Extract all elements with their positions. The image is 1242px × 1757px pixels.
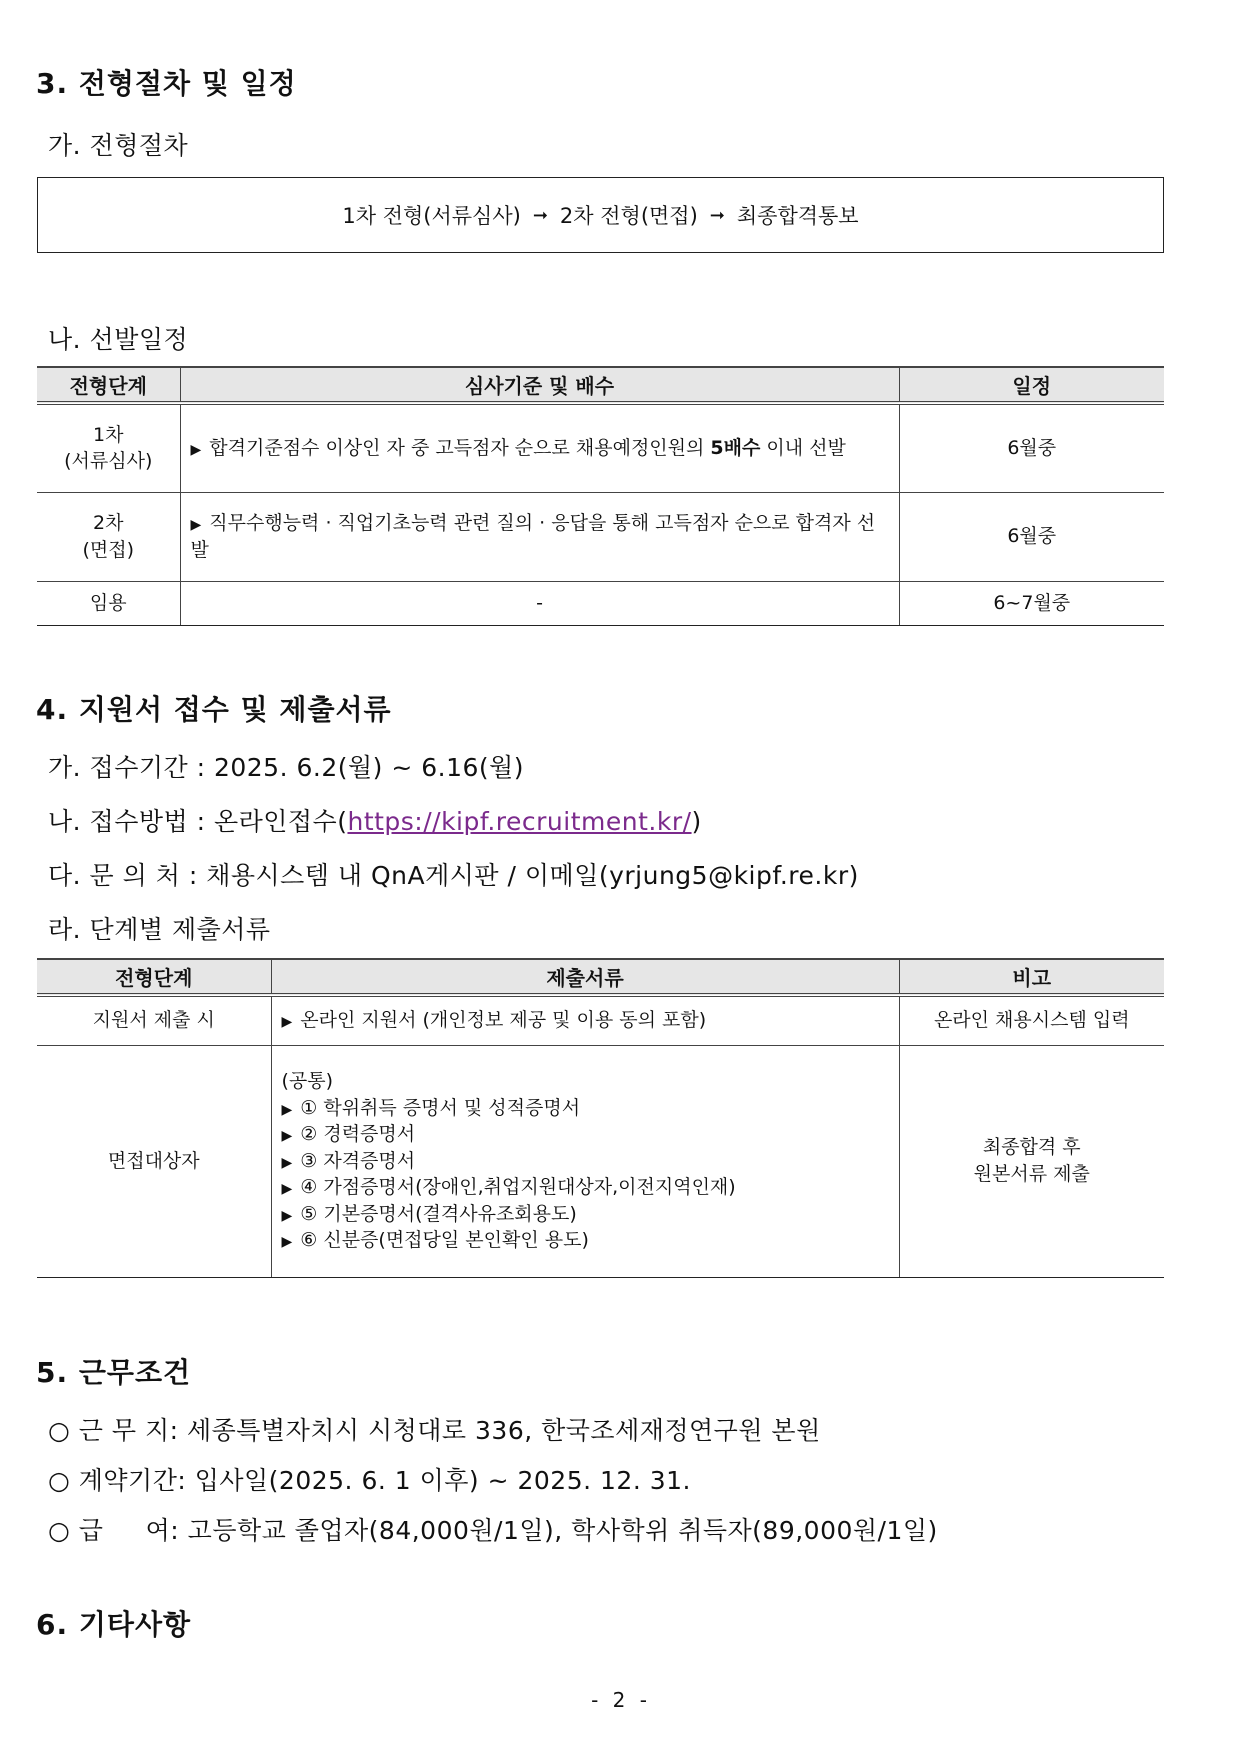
stage-label: 2차 [93, 511, 124, 534]
section-4-title: 4. 지원서 접수 및 제출서류 [36, 693, 392, 726]
list-item [282, 1148, 889, 1175]
date-cell: 6월중 [899, 403, 1164, 492]
table-row [37, 995, 1164, 1045]
stage-sublabel: (서류심사) [64, 450, 153, 473]
header-cell: 전형단계 [37, 959, 271, 995]
document-text: ⑥ 신분증(면접당일 본인확인 용도) [300, 1229, 589, 1252]
section-3-title: 3. 전형절차 및 일정 [36, 67, 297, 100]
note-line: 원본서류 제출 [973, 1163, 1090, 1185]
date-cell: 6월중 [899, 492, 1164, 581]
section-5-title: 5. 근무조건 [36, 1356, 192, 1389]
common-label: (공통) [281, 1069, 334, 1092]
note-cell [899, 1045, 1164, 1277]
list-item [282, 1201, 889, 1228]
table-header-row [37, 959, 1164, 995]
table-row [37, 492, 1164, 581]
subheading-procedure: 가. 전형절차 [48, 131, 189, 160]
subheading-schedule: 나. 선발일정 [48, 325, 189, 354]
criteria-text: 이내 선발 [766, 436, 846, 459]
document-text: 온라인 지원서 (개인정보 제공 및 이용 동의 포함) [300, 1009, 707, 1032]
application-method [48, 802, 702, 838]
section-6-title: 6. 기타사항 [36, 1608, 192, 1641]
stage-cell [37, 492, 180, 581]
list-item [282, 1174, 889, 1201]
header-cell: 심사기준 및 배수 [180, 367, 899, 403]
triangle-bullet-icon: ▶ [281, 1154, 293, 1171]
criteria-cell [180, 492, 899, 581]
header-cell: 비고 [899, 959, 1164, 995]
list-item [282, 1227, 889, 1254]
header-cell: 전형단계 [37, 367, 180, 403]
triangle-bullet-icon: ▶ [281, 1101, 293, 1118]
method-label: 나. 접수방법 : 온라인접수( [48, 807, 348, 836]
stage-sublabel: (면접) [82, 538, 135, 561]
document-list-cell [271, 1045, 899, 1277]
header-cell: 일정 [899, 367, 1164, 403]
method-suffix: ) [691, 807, 702, 836]
criteria-text: 합격기준점수 이상인 자 중 고득점자 순으로 채용예정인원의 [209, 436, 705, 459]
flow-step-2: 2차 전형(면접) [559, 204, 698, 228]
document-cell [271, 995, 899, 1045]
document-text: ⑤ 기본증명서(결격사유조회용도) [300, 1202, 577, 1225]
triangle-bullet-icon: ▶ [281, 1181, 293, 1198]
arrow-right-icon: ➞ [709, 204, 725, 226]
salary: ○ 급 여: 고등학교 졸업자(84,000원/1일), 학사학위 취득자(89,000원/1일) [48, 1516, 938, 1545]
contact-info: 다. 문 의 처 : 채용시스템 내 QnA게시판 / 이메일(yrjung5@kipf.re.kr) [48, 861, 859, 890]
header-cell: 제출서류 [271, 959, 899, 995]
triangle-bullet-icon: ▶ [281, 1128, 293, 1145]
criteria-cell: - [180, 581, 899, 625]
triangle-bullet-icon: ▶ [190, 516, 202, 533]
document-text: ③ 자격증명서 [300, 1149, 416, 1172]
flow-step-3: 최종합격통보 [736, 204, 859, 228]
criteria-cell [180, 403, 899, 492]
date-cell: 6~7월중 [899, 581, 1164, 625]
application-period: 가. 접수기간 : 2025. 6.2(월) ~ 6.16(월) [48, 753, 525, 782]
list-item [282, 1121, 889, 1148]
schedule-table [37, 366, 1164, 626]
contract-period: ○ 계약기간: 입사일(2025. 6. 1 이후) ~ 2025. 12. 31. [48, 1466, 691, 1495]
triangle-bullet-icon: ▶ [281, 1014, 293, 1031]
subheading-documents: 라. 단계별 제출서류 [48, 915, 271, 944]
flow-step-1: 1차 전형(서류심사) [342, 204, 521, 228]
table-header-row [37, 367, 1164, 403]
table-row [37, 581, 1164, 625]
arrow-right-icon: ➞ [532, 204, 548, 226]
table-row [37, 403, 1164, 492]
table-row [37, 1045, 1164, 1277]
stage-cell: 지원서 제출 시 [37, 995, 271, 1045]
document-text: ② 경력증명서 [300, 1123, 416, 1146]
work-location: ○ 근 무 지: 세종특별자치시 시청대로 336, 한국조세재정연구원 본원 [48, 1416, 821, 1445]
note-line: 최종합격 후 [982, 1136, 1081, 1159]
stage-cell [37, 403, 180, 492]
list-item [282, 1095, 889, 1122]
document-text: ① 학위취득 증명서 및 성적증명서 [300, 1096, 581, 1119]
recruitment-link[interactable]: https://kipf.recruitment.kr/ [347, 807, 692, 836]
stage-cell: 임용 [37, 581, 180, 625]
document-text: ④ 가점증명서(장애인,취업지원대상자,이전지역인재) [300, 1176, 736, 1199]
criteria-text: 직무수행능력 · 직업기초능력 관련 질의 · 응답을 통해 고득점자 순으로 합격자 선발 [190, 511, 876, 561]
criteria-emphasis: 5배수 [710, 436, 761, 459]
triangle-bullet-icon: ▶ [281, 1207, 293, 1224]
triangle-bullet-icon: ▶ [281, 1234, 293, 1251]
stage-label: 1차 [93, 423, 124, 446]
documents-table [37, 958, 1164, 1278]
note-cell: 온라인 채용시스템 입력 [899, 995, 1164, 1045]
stage-cell: 면접대상자 [37, 1045, 271, 1277]
triangle-bullet-icon: ▶ [190, 441, 202, 458]
page-number: - 2 - [591, 1688, 651, 1712]
procedure-flow-box [37, 177, 1164, 253]
